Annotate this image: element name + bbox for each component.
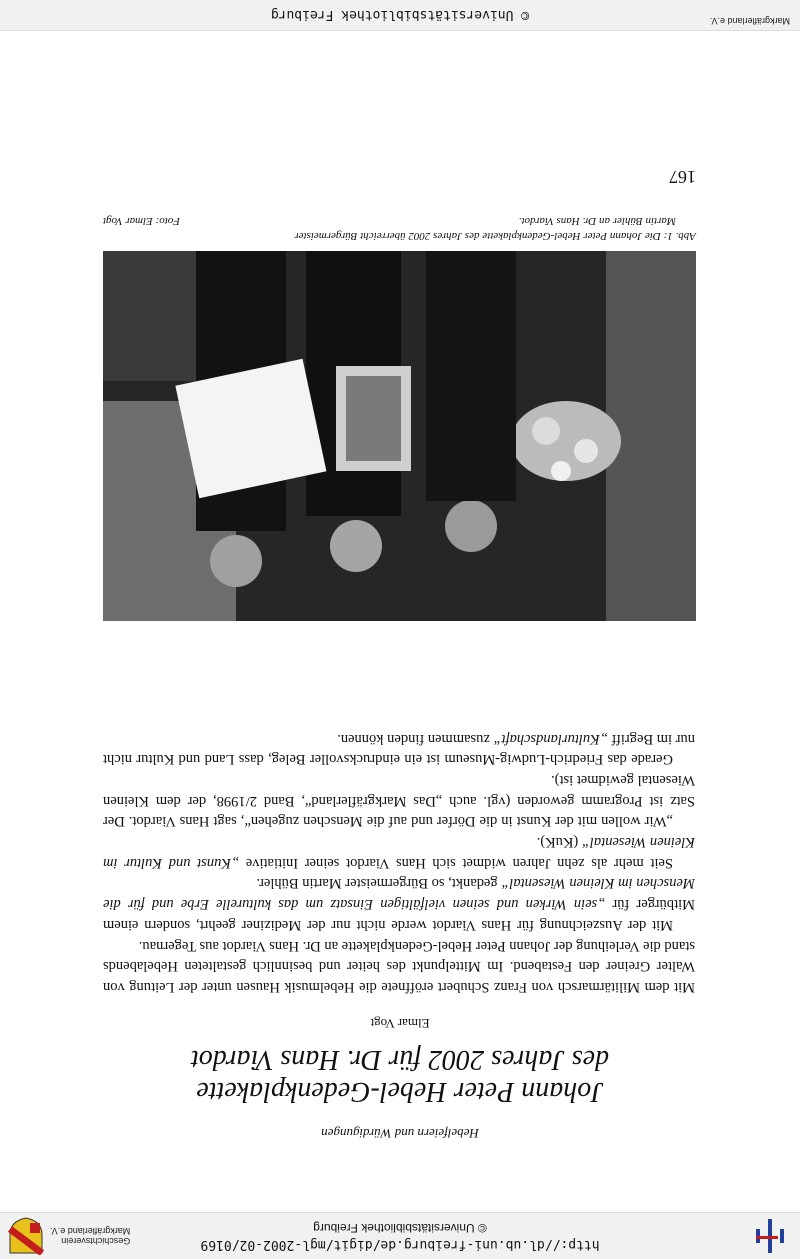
cropped-footer-text: © Universitätsbibliothek Freiburg	[270, 7, 530, 23]
article-title: Johann Peter Hebel-Gedenkplakette des Jahres 2002 für Dr. Hans Viardot	[190, 1044, 610, 1107]
paragraph: Mit der Auszeichnung für Hans Viardot werde nicht nur der Mediziner geehrt, sondern einem Mitbürger für „sein Wirken und seinen vielfältigen Einsatz um das kulturelle Erbe und für die Menschen im Kleinen Wiesental“ gedankt, so Bürgermeister Martin Bühler.	[103, 875, 695, 933]
footer-copyright: © Universitätsbibliothek Freiburg	[313, 1221, 487, 1235]
ceremony-photo	[103, 251, 696, 621]
society-name: Geschichtsverein Markgräflerland e.V.	[50, 1226, 131, 1246]
society-logo	[8, 1217, 130, 1255]
article-body	[103, 728, 695, 997]
paragraph: Mit dem Militärmarsch von Franz Schubert eröffnete die Hebelmusik Hausen unter der Leitung von Walter Greiner den Festabend. Im Mittelpunkt des heiter und besinnlich gestalteten Hebelabends stand die Verleihung der Johann Peter Hebel-Gedenkplakette an Dr. Hans Viardot aus Tegernau.	[103, 937, 695, 995]
paragraph: Seit mehr als zehn Jahren widmet sich Hans Viardot seiner Initiative „Kunst und Kultur im Kleinen Wiesental“ (KuK).	[102, 834, 695, 871]
cropped-footer-band	[0, 0, 800, 31]
footer-url[interactable]: http://dl.ub.uni-freiburg.de/digit/mgl-2002-02/0169	[200, 1237, 600, 1252]
ub-freiburg-logo-icon	[746, 1217, 790, 1255]
running-header: Hebelfeiern und Würdigungen	[321, 1126, 479, 1141]
article-author: Elmar Vogt	[370, 1016, 430, 1031]
page-number: 167	[669, 167, 696, 187]
paragraph: „Wir wollen mit der Kunst in die Dörfer und auf die Menschen zugehen“, sagt Hans Viardot. Der Satz ist Programm geworden (vgl. auch „Das Markgräflerland“, Band 2/1998, der dem Kleinen Wiesental gewidmet ist).	[103, 771, 695, 830]
coat-of-arms-icon	[8, 1217, 44, 1255]
library-footer-band	[0, 1212, 800, 1259]
library-logo	[746, 1217, 790, 1255]
footer-text	[200, 1219, 599, 1253]
cropped-society-name: Markgräflerland e.V.	[709, 16, 790, 26]
photo-caption: Abb. 1: Die Johann Peter Hebel-Gedenkplakette des Jahres 2002 überreicht Bürgermeister Martin Bühler an Dr. Hans Viardot. Foto: Elmar Vogt	[103, 215, 696, 242]
paragraph: Gerade das Friedrich-Ludwig-Museum ist ein eindrucksvoller Beleg, dass Land und Kultur nicht nur im Begriff „Kulturlandschaft“ zusammen finden können.	[103, 730, 695, 768]
